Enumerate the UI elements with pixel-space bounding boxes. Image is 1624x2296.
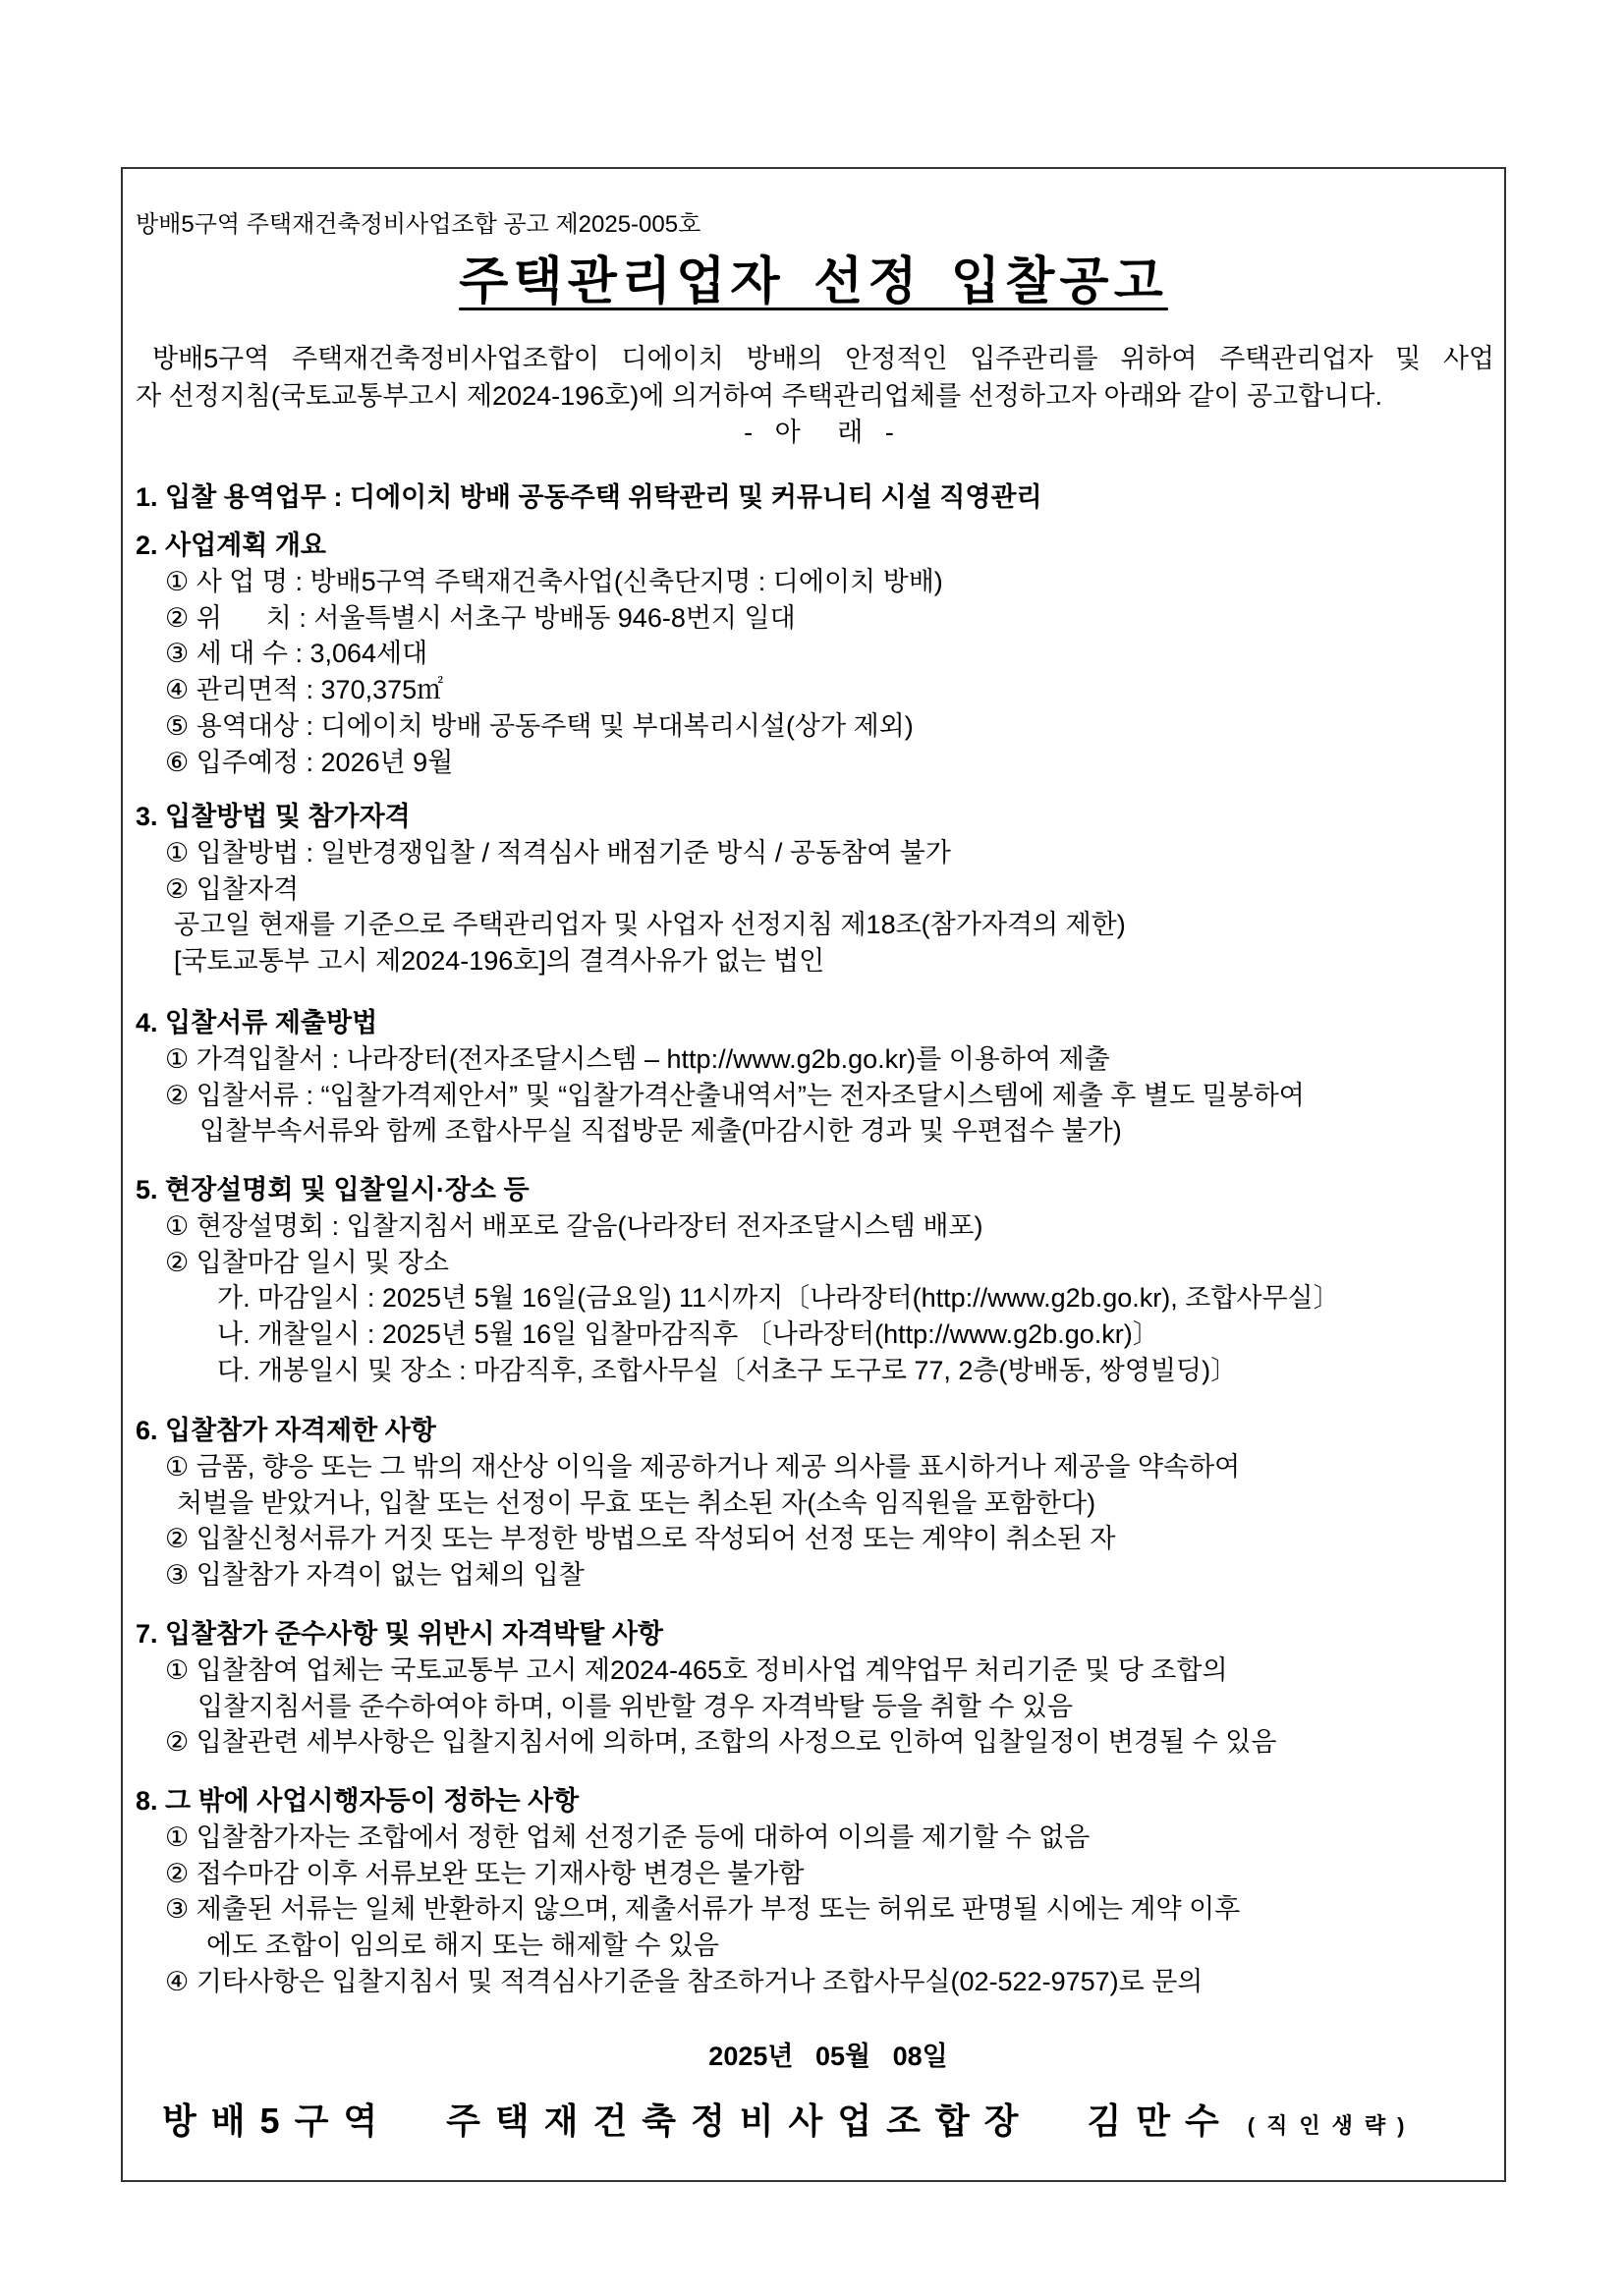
other-item-2: ② 접수마감 이후 서류보완 또는 기재사항 변경은 불가함 bbox=[165, 1858, 805, 1888]
section-8-heading: 8. 그 밖에 사업시행자등이 정하는 사항 bbox=[136, 1786, 580, 1816]
restriction-item-2: ② 입찰신청서류가 거짓 또는 부정한 방법으로 작성되어 선정 또는 계약이 취소된 자 bbox=[165, 1524, 1116, 1554]
bid-documents-submission: ② 입찰서류 : “입찰가격제안서” 및 “입찰가격산출내역서”는 전자조달시스템에 제출 후 별도 밀봉하여 bbox=[165, 1080, 1305, 1110]
intro-paragraph bbox=[136, 341, 1494, 452]
section-8 bbox=[136, 1783, 1496, 2000]
other-item-1: ① 입찰참가자는 조합에서 정한 업체 선정기준 등에 대하여 이의를 제기할 수 없음 bbox=[165, 1821, 1091, 1852]
other-item-4: ④ 기타사항은 입찰지침서 및 적격심사기준을 참조하거나 조합사무실(02-522-9757)로 문의 bbox=[165, 1966, 1204, 1996]
section-5 bbox=[136, 1172, 1496, 1389]
below-marker: - 아 래 - bbox=[744, 418, 894, 447]
opening-datetime: 나. 개찰일시 : 2025년 5월 16일 입찰마감직후 〔나라장터(http://www.g2b.go.kr)〕 bbox=[217, 1319, 1159, 1350]
project-name: ① 사 업 명 : 방배5구역 주택재건축사업(신축단지명 : 디에이치 방배) bbox=[165, 566, 943, 596]
section-7 bbox=[136, 1616, 1496, 1761]
restriction-item-1-cont: 처벌을 받았거나, 입찰 또는 선정이 무효 또는 취소된 자(소속 임직원을 포함한다) bbox=[177, 1487, 1096, 1518]
deadline-datetime: 가. 마감일시 : 2025년 5월 16일(금요일) 11시까지〔나라장터(http://www.g2b.go.kr), 조합사무실〕 bbox=[217, 1283, 1340, 1314]
section-6-heading: 6. 입찰참가 자격제한 사항 bbox=[136, 1416, 436, 1445]
bid-qualification-text-cont: [국토교통부 고시 제2024-196호]의 결격사유가 없는 법인 bbox=[174, 946, 825, 977]
section-5-heading: 5. 현장설명회 및 입찰일시·장소 등 bbox=[136, 1175, 530, 1204]
section-7-heading: 7. 입찰참가 준수사항 및 위반시 자격박탈 사항 bbox=[136, 1619, 664, 1649]
announcement-date: 2025년 05월 08일 bbox=[708, 2042, 948, 2071]
issuer-signature bbox=[162, 2092, 1416, 2158]
section-1-heading: 1. 입찰 용역업무 : 디에이치 방배 공동주택 위탁관리 및 커뮤니티 시설 직영관리 bbox=[136, 482, 1042, 512]
compliance-item-2: ② 입찰관련 세부사항은 입찰지침서에 의하며, 조합의 사정으로 인하여 입찰일정이 변경될 수 있음 bbox=[165, 1727, 1277, 1758]
managed-area: ④ 관리면적 : 370,375㎡ bbox=[165, 675, 444, 705]
section-6 bbox=[136, 1413, 1496, 1594]
issuer-name: 방배5구역 주택재건축정비사업조합장 김만수 bbox=[162, 2100, 1234, 2141]
household-count: ③ 세 대 수 : 3,064세대 bbox=[165, 639, 428, 669]
section-2-heading: 2. 사업계획 개요 bbox=[136, 531, 327, 560]
section-3-heading: 3. 입찰방법 및 참가자격 bbox=[136, 802, 411, 831]
section-3 bbox=[136, 799, 1496, 980]
bid-qualification-label: ② 입찰자격 bbox=[165, 873, 300, 904]
other-item-3: ③ 제출된 서류는 일체 반환하지 않으며, 제출서류가 부정 또는 허위로 판명될 시에는 계약 이후 bbox=[165, 1894, 1241, 1925]
compliance-item-1-cont: 입찰지침서를 준수하여야 하며, 이를 위반할 경우 자격박탈 등을 취할 수 있음 bbox=[197, 1691, 1074, 1721]
other-item-3-cont: 에도 조합이 임의로 해지 또는 해제할 수 있음 bbox=[206, 1931, 719, 1961]
restriction-item-3: ③ 입찰참가 자격이 없는 업체의 입찰 bbox=[165, 1560, 585, 1591]
deadline-label: ② 입찰마감 일시 및 장소 bbox=[165, 1247, 449, 1277]
price-bid-submission: ① 가격입찰서 : 나라장터(전자조달시스템 – http://www.g2b.go.kr)를 이용하여 제출 bbox=[165, 1043, 1110, 1074]
move-in-schedule: ⑥ 입주예정 : 2026년 9월 bbox=[165, 747, 454, 777]
section-4 bbox=[136, 1005, 1496, 1149]
bid-documents-submission-cont: 입찰부속서류와 함께 조합사무실 직접방문 제출(마감시한 경과 및 우편접수 불가) bbox=[199, 1116, 1122, 1147]
notice-number: 방배5구역 주택재건축정비사업조합 공고 제2025-005호 bbox=[136, 211, 701, 238]
bid-method: ① 입찰방법 : 일반경쟁입찰 / 적격심사 배점기준 방식 / 공동참여 불가 bbox=[165, 837, 951, 868]
site-briefing: ① 현장설명회 : 입찰지침서 배포로 갈음(나라장터 전자조달시스템 배포) bbox=[165, 1210, 983, 1241]
unsealing-datetime-place: 다. 개봉일시 및 장소 : 마감직후, 조합사무실〔서초구 도구로 77, 2층(방배동, 쌍영빌딩)〕 bbox=[217, 1355, 1238, 1385]
bid-qualification-text: 공고일 현재를 기준으로 주택관리업자 및 사업자 선정지침 제18조(참가자격의 제한) bbox=[174, 910, 1126, 940]
seal-omitted-note: (직인생략) bbox=[1247, 2113, 1417, 2138]
page-title: 주택관리업자 선정 입찰공고 bbox=[459, 253, 1168, 310]
compliance-item-1: ① 입찰참여 업체는 국토교통부 고시 제2024-465호 정비사업 계약업무 처리기준 및 당 조합의 bbox=[165, 1654, 1228, 1685]
section-2 bbox=[136, 528, 1496, 781]
service-scope: ⑤ 용역대상 : 디에이치 방배 공동주택 및 부대복리시설(상가 제외) bbox=[165, 710, 914, 741]
restriction-item-1: ① 금품, 향응 또는 그 밖의 재산상 이익을 제공하거나 제공 의사를 표시하거나 제공을 약속하여 bbox=[165, 1451, 1241, 1482]
section-1 bbox=[136, 479, 1496, 516]
project-location: ② 위 치 : 서울특별시 서초구 방배동 946-8번지 일대 bbox=[165, 602, 796, 633]
title-container bbox=[121, 248, 1506, 316]
section-4-heading: 4. 입찰서류 제출방법 bbox=[136, 1008, 378, 1037]
intro-line-1: 방배5구역 주택재건축정비사업조합이 디에이치 방배의 안정적인 입주관리를 위하여 주택관리업자 및 사업 bbox=[152, 344, 1494, 373]
intro-line-2: 자 선정지침(국토교통부고시 제2024-196호)에 의거하여 주택관리업체를 선정하고자 아래와 같이 공고합니다. bbox=[136, 380, 1382, 411]
